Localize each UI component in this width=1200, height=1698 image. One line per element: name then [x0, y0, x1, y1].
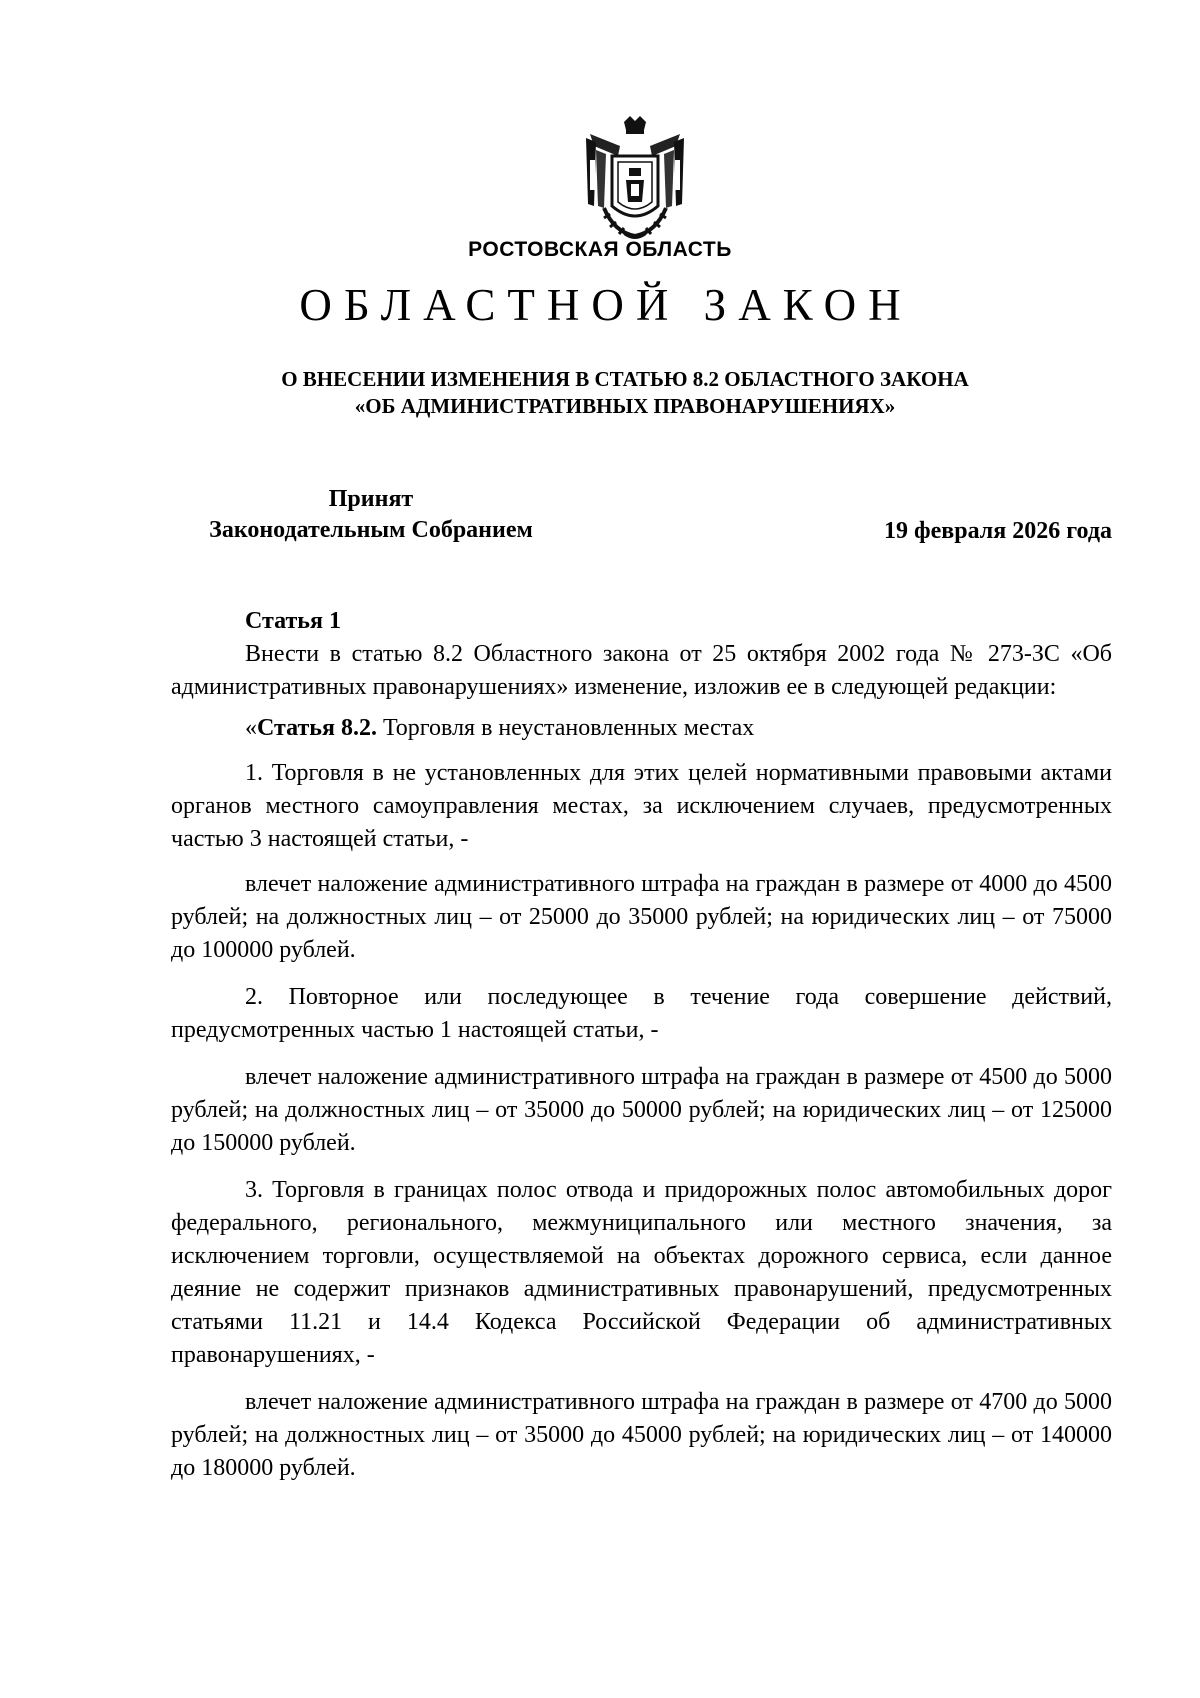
subtitle-line-2: «ОБ АДМИНИСТРАТИВНЫХ ПРАВОНАРУШЕНИЯХ» [354, 394, 896, 418]
document-title: ОБЛАСТНОЙ ЗАКОН [299, 280, 913, 330]
adoption-date: 19 февраля 2026 года [884, 518, 1112, 544]
region-name: РОСТОВСКАЯ ОБЛАСТЬ [468, 238, 732, 261]
paragraph-2: 2. Повторное или последующее в течение года совершение действий, предусмотренных частью 1 настоящей статьи, - [171, 984, 1112, 1043]
paragraph-1-penalty: влечет наложение административного штрафа на граждан в размере от 4000 до 4500 рублей; на должностных лиц – от 25000 до 35000 рублей; на юридических лиц – от 75000 до 100000 рублей. [171, 871, 1112, 963]
article-intro: Внести в статью 8.2 Областного закона от 25 октября 2002 года № 273-ЗС «Об административных правонарушениях» изменение, изложив ее в следующей редакции: [171, 641, 1112, 700]
quoted-article-title: Торговля в неустановленных местах [376, 715, 755, 741]
coat-of-arms-icon [584, 116, 686, 242]
paragraph-2-penalty: влечет наложение административного штрафа на граждан в размере от 4500 до 5000 рублей; на должностных лиц – от 35000 до 50000 рублей; на юридических лиц – от 125000 до 150000 рублей. [171, 1064, 1112, 1156]
adoption-line-2: Законодательным Собранием [209, 517, 533, 543]
quoted-article-number: Статья 8.2. [257, 715, 377, 741]
paragraph-3-penalty: влечет наложение административного штрафа на граждан в размере от 4700 до 5000 рублей; на должностных лиц – от 35000 до 45000 рублей; на юридических лиц – от 140000 до 180000 рублей. [171, 1389, 1112, 1481]
opening-quote: « [245, 715, 257, 741]
paragraph-3: 3. Торговля в границах полос отвода и придорожных полос автомобильных дорог федерального, регионального, межмуниципального или местного значения, за исключением торговли, осуществляемой на объектах дорожного сервиса, если данное деяние не содержит признаков административных правонарушений, предусмотренных статьями 11.21 и 14.4 Кодекса Российской Федерации об административных правонарушениях, - [171, 1177, 1112, 1368]
article-heading: Статья 1 [245, 608, 341, 634]
paragraph-1: 1. Торговля в не установленных для этих целей нормативными правовыми актами органов местного самоуправления местах, за исключением случаев, предусмотренных частью 3 настоящей статьи, - [171, 760, 1112, 852]
quoted-article-heading [171, 712, 1112, 745]
adoption-line-1: Принят [328, 486, 414, 512]
subtitle-line-1: О ВНЕСЕНИИ ИЗМЕНЕНИЯ В СТАТЬЮ 8.2 ОБЛАСТНОГО ЗАКОНА [281, 367, 969, 391]
document-subtitle [160, 366, 1090, 420]
document-body [171, 605, 1112, 1485]
adoption-block [176, 484, 566, 546]
